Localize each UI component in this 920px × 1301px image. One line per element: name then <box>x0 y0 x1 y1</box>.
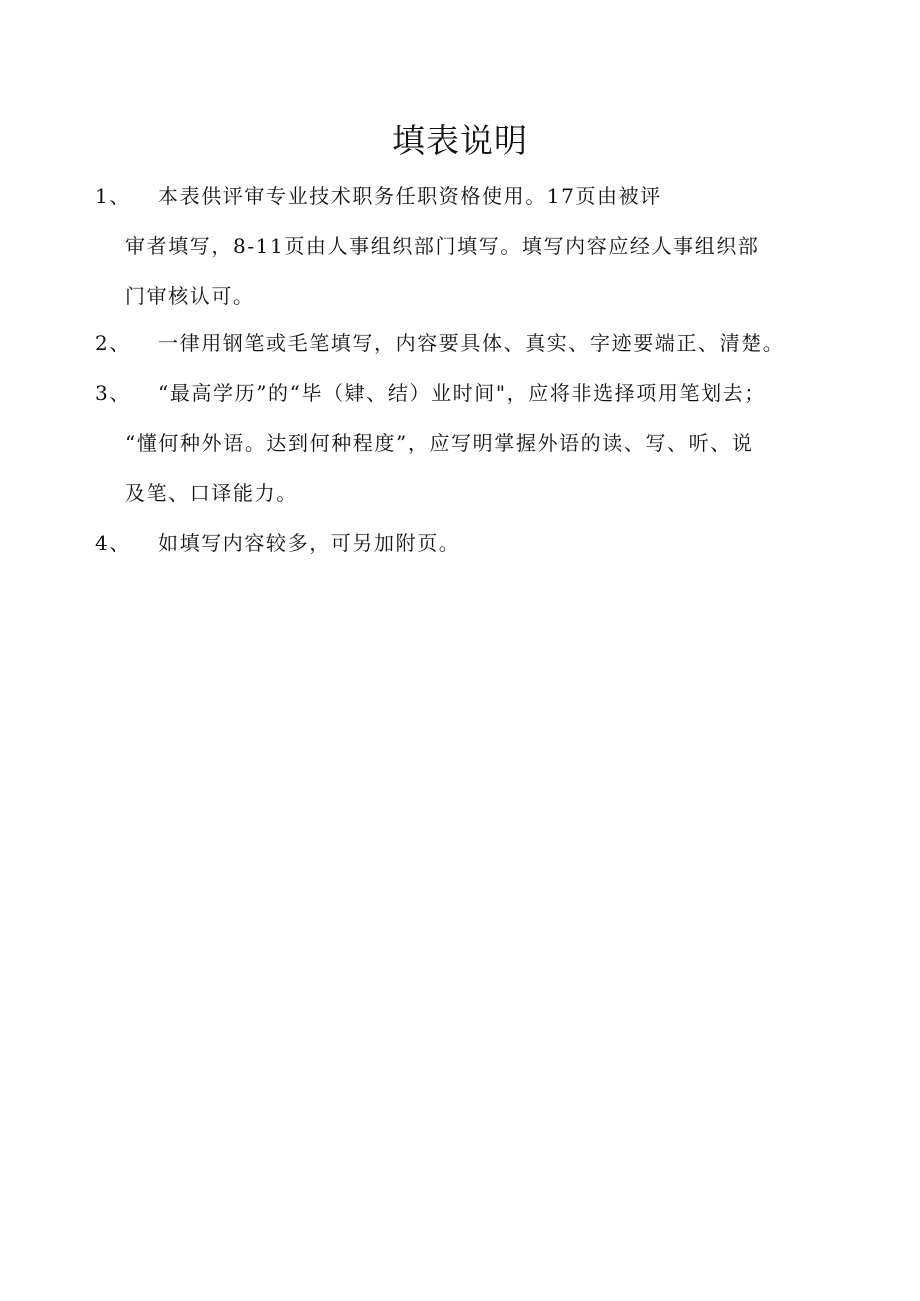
item-4-line-1: 如填写内容较多，可另加附页。 <box>158 531 461 555</box>
item-1-line-1: 本表供评审专业技术职务任职资格使用。17页由被评 <box>158 184 662 208</box>
item-4-number: 4、 <box>95 531 131 555</box>
page-title: 填表说明 <box>392 121 528 160</box>
item-3-line-3: 及笔、口译能力。 <box>125 481 298 505</box>
item-3-number: 3、 <box>95 381 131 405</box>
item-3-line-2: “懂何种外语。达到何种程度”，应写明掌握外语的读、写、听、说 <box>125 431 754 455</box>
item-2-number: 2、 <box>95 331 131 355</box>
item-1-line-3: 门审核认可。 <box>125 284 255 308</box>
item-2-line-1: 一律用钢笔或毛笔填写，内容要具体、真实、字迹要端正、清楚。 <box>158 331 785 355</box>
item-1-number: 1、 <box>95 184 131 208</box>
item-1-line-2: 审者填写，8-11页由人事组织部门填写。填写内容应经人事组织部 <box>125 234 760 258</box>
item-3-line-1: “最高学历”的“毕（肄、结）业时间"，应将非选择项用笔划去； <box>158 381 766 405</box>
